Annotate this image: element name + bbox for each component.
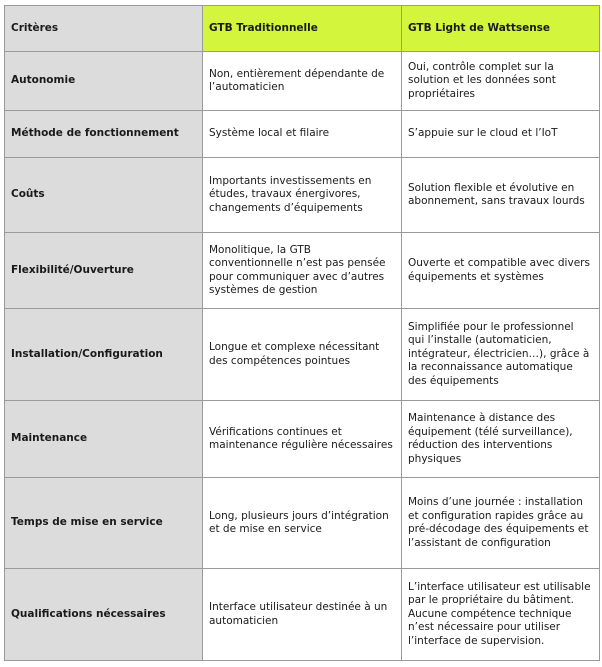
row-criterion: Autonomie <box>5 52 203 111</box>
table-row <box>5 309 600 401</box>
header-criteria: Critères <box>5 6 203 52</box>
row-light-value: Simplifiée pour le professionnel qui l’installe (automaticien, intégrateur, électricien…), grâce à la reconnaissance automatique des équipements <box>402 309 600 401</box>
row-criterion: Qualifications nécessaires <box>5 569 203 661</box>
row-traditional-value: Système local et filaire <box>203 111 402 158</box>
row-traditional-value: Importants investissements en études, travaux énergivores, changements d’équipements <box>203 158 402 233</box>
row-traditional-value: Interface utilisateur destinée à un automaticien <box>203 569 402 661</box>
row-traditional-value: Longue et complexe nécessitant des compétences pointues <box>203 309 402 401</box>
row-light-value: Ouverte et compatible avec divers équipements et systèmes <box>402 233 600 309</box>
header-gtb-light: GTB Light de Wattsense <box>402 6 600 52</box>
row-criterion: Temps de mise en service <box>5 478 203 569</box>
row-criterion: Coûts <box>5 158 203 233</box>
row-traditional-value: Non, entièrement dépendante de l’automaticien <box>203 52 402 111</box>
table-header-row <box>5 6 600 52</box>
row-traditional-value: Vérifications continues et maintenance régulière nécessaires <box>203 401 402 478</box>
row-criterion: Flexibilité/Ouverture <box>5 233 203 309</box>
row-criterion: Méthode de fonctionnement <box>5 111 203 158</box>
row-light-value: Moins d’une journée : installation et configuration rapides grâce au pré-décodage des équipements et l’assistant de configuration <box>402 478 600 569</box>
row-traditional-value: Long, plusieurs jours d’intégration et de mise en service <box>203 478 402 569</box>
table-row <box>5 52 600 111</box>
row-light-value: Solution flexible et évolutive en abonnement, sans travaux lourds <box>402 158 600 233</box>
row-light-value: S’appuie sur le cloud et l’IoT <box>402 111 600 158</box>
table-row <box>5 569 600 661</box>
comparison-table <box>4 5 600 661</box>
row-light-value: Maintenance à distance des équipement (télé surveillance), réduction des interventions physiques <box>402 401 600 478</box>
row-criterion: Installation/Configuration <box>5 309 203 401</box>
table-row <box>5 111 600 158</box>
row-criterion: Maintenance <box>5 401 203 478</box>
row-light-value: Oui, contrôle complet sur la solution et les données sont propriétaires <box>402 52 600 111</box>
row-traditional-value: Monolitique, la GTB conventionnelle n’est pas pensée pour communiquer avec d’autres systèmes de gestion <box>203 233 402 309</box>
table-row <box>5 401 600 478</box>
row-light-value: L’interface utilisateur est utilisable par le propriétaire du bâtiment. Aucune compétence technique n’est nécessaire pour utiliser l’interface de supervision. <box>402 569 600 661</box>
table-row <box>5 158 600 233</box>
header-gtb-traditionnelle: GTB Traditionnelle <box>203 6 402 52</box>
table-row <box>5 478 600 569</box>
table-row <box>5 233 600 309</box>
